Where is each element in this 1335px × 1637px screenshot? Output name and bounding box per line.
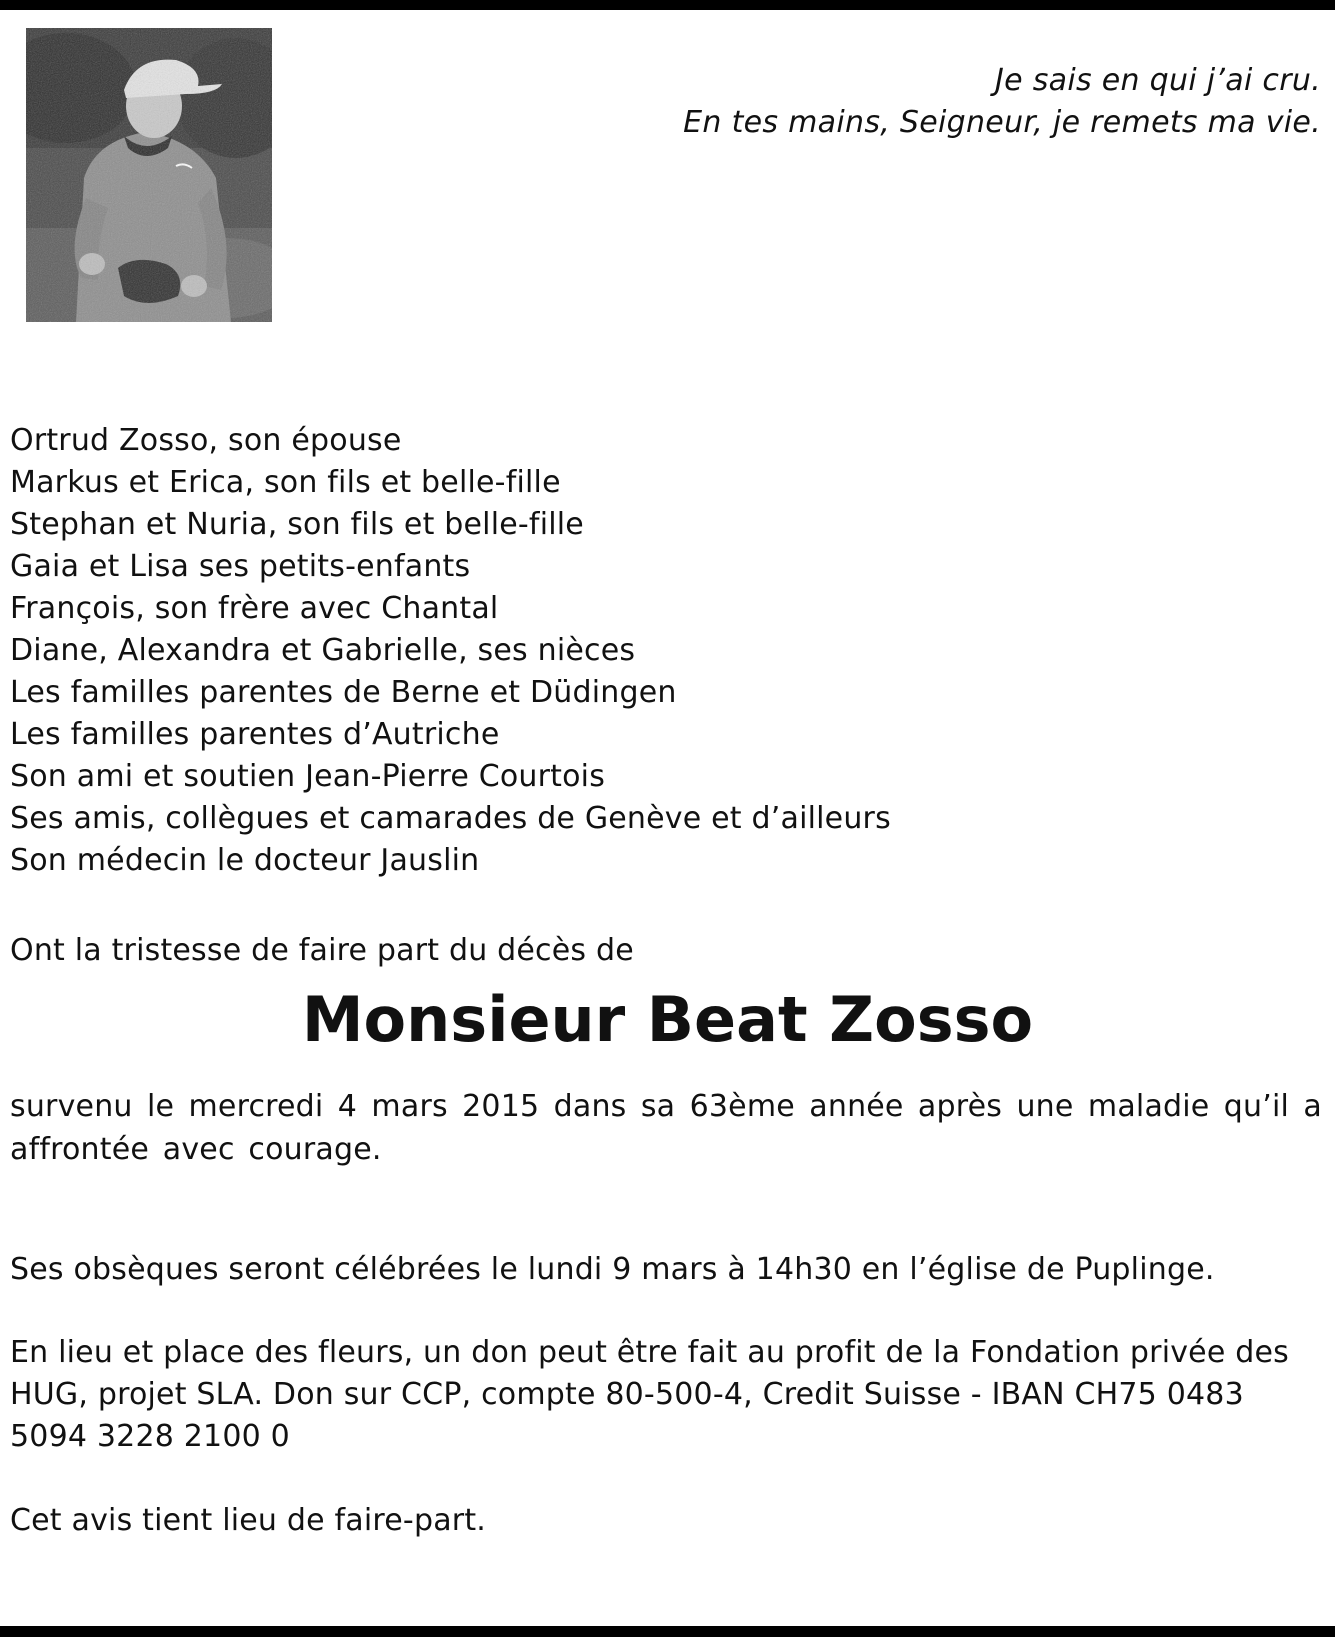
epigraph-quote: [683, 60, 1321, 144]
family-line: Son médecin le docteur Jauslin: [10, 843, 480, 878]
deceased-name: Monsieur Beat Zosso: [301, 983, 1034, 1056]
epigraph-line-2: En tes mains, Seigneur, je remets ma vie.: [683, 105, 1321, 140]
family-line: Diane, Alexandra et Gabrielle, ses nièces: [10, 633, 636, 668]
top-border-rule: [0, 0, 1335, 10]
family-line: Ses amis, collègues et camarades de Genève et d’ailleurs: [10, 801, 891, 836]
announcement-text: Ont la tristesse de faire part du décès de: [10, 933, 634, 968]
family-line: Les familles parentes d’Autriche: [10, 717, 500, 752]
family-line: Son ami et soutien Jean-Pierre Courtois: [10, 759, 606, 794]
family-line: Ortrud Zosso, son épouse: [10, 423, 402, 458]
portrait-photo: [26, 28, 272, 322]
family-line: Stephan et Nuria, son fils et belle-fille: [10, 507, 584, 542]
family-line: Markus et Erica, son fils et belle-fille: [10, 465, 561, 500]
funeral-text: Ses obsèques seront célébrées le lundi 9 mars à 14h30 en l’église de Puplinge.: [10, 1252, 1215, 1287]
family-list: [10, 420, 1322, 882]
family-line: Gaia et Lisa ses petits-enfants: [10, 549, 471, 584]
bottom-border-rule: [0, 1626, 1335, 1637]
circumstance-text: survenu le mercredi 4 mars 2015 dans sa 63ème année après une maladie qu’il a affrontée avec courage.: [10, 1089, 1322, 1167]
epigraph-line-1: Je sais en qui j’ai cru.: [995, 63, 1321, 98]
closing-notice: Cet avis tient lieu de faire-part.: [10, 1503, 487, 1538]
family-line: Les familles parentes de Berne et Düdingen: [10, 675, 677, 710]
donation-text: En lieu et place des fleurs, un don peut être fait au profit de la Fondation privée des HUG, projet SLA. Don sur CCP, compte 80-500-4, Credit Suisse - IBAN CH75 0483 5094 3228 2100 0: [10, 1335, 1289, 1454]
family-line: François, son frère avec Chantal: [10, 591, 499, 626]
